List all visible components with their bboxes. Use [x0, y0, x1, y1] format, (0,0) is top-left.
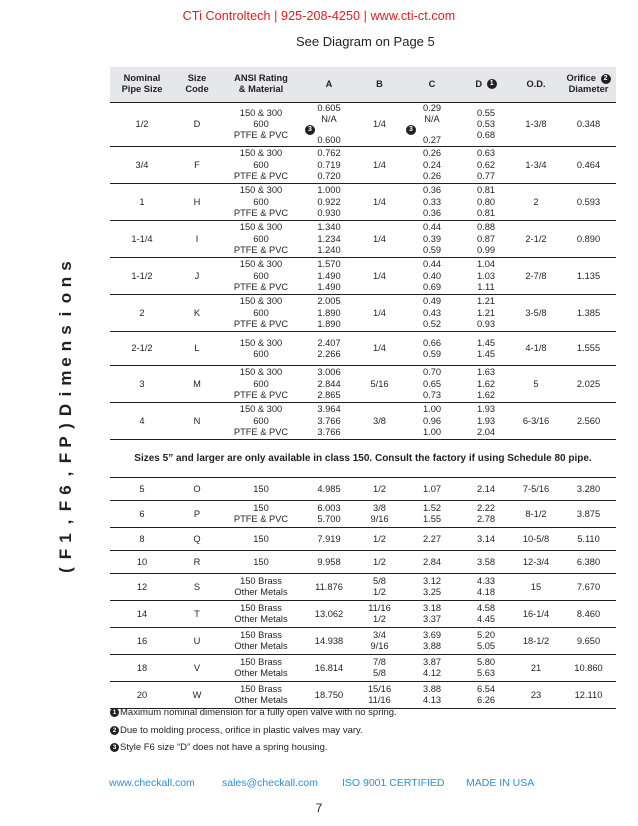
cell-b: 1/4: [356, 332, 403, 366]
cell-nominal: 12: [110, 574, 174, 601]
cell-ansi: 150 & 300 600 PTFE & PVC: [220, 295, 302, 332]
cell-size-code: K: [174, 295, 220, 332]
cell-nominal: 2: [110, 295, 174, 332]
cell-ansi: 150 & 300 600 PTFE & PVC: [220, 403, 302, 440]
cell-ansi: 150 & 300 600 PTFE & PVC: [220, 147, 302, 184]
side-title-char: e: [56, 357, 75, 367]
cell-ansi: 150: [220, 528, 302, 551]
cell-nominal: 8: [110, 528, 174, 551]
cell-orifice: 2.560: [561, 403, 616, 440]
cell-nominal: 2-1/2: [110, 332, 174, 366]
cell-ansi: 150: [220, 478, 302, 501]
cell-d: 1.45 1.45: [461, 332, 511, 366]
cell-size-code: D: [174, 102, 220, 147]
cell-size-code: P: [174, 501, 220, 528]
dimensions-table: [110, 67, 616, 709]
cell-d: 0.63 0.62 0.77: [461, 147, 511, 184]
header-d: D 1: [461, 67, 511, 102]
cell-nominal: 1-1/4: [110, 221, 174, 258]
header-size-code: Size Code: [174, 67, 220, 102]
cell-c: 0.29 N/A 3 0.27: [403, 102, 461, 147]
cell-orifice: 1.385: [561, 295, 616, 332]
cell-c: 0.70 0.65 0.73: [403, 366, 461, 403]
cell-b: 1/4: [356, 258, 403, 295]
cell-od: 12-3/4: [511, 551, 561, 574]
cell-size-code: H: [174, 184, 220, 221]
cell-orifice: 3.875: [561, 501, 616, 528]
cell-d: 5.80 5.63: [461, 655, 511, 682]
footer-website-link[interactable]: www.checkall.com: [109, 777, 195, 789]
cell-nominal: 20: [110, 682, 174, 709]
footnote-1-marker: 1: [487, 79, 497, 89]
cell-a: 1.570 1.490 1.490: [302, 258, 356, 295]
cell-c: 2.27: [403, 528, 461, 551]
side-title-char: s: [56, 325, 75, 335]
cell-size-code: O: [174, 478, 220, 501]
table-row: [110, 601, 616, 628]
cell-b: 1/2: [356, 551, 403, 574]
cell-orifice: 1.135: [561, 258, 616, 295]
cell-d: 0.81 0.80 0.81: [461, 184, 511, 221]
cell-size-code: N: [174, 403, 220, 440]
cell-a: 18.750: [302, 682, 356, 709]
header-c: C: [403, 67, 461, 102]
cell-nominal: 3/4: [110, 147, 174, 184]
cell-b: 1/2: [356, 528, 403, 551]
cell-od: 23: [511, 682, 561, 709]
cell-c: 2.84: [403, 551, 461, 574]
header-ansi-rating: ANSI Rating & Material: [220, 67, 302, 102]
cell-ansi: 150 & 300 600 PTFE & PVC: [220, 221, 302, 258]
cell-ansi: 150 Brass Other Metals: [220, 601, 302, 628]
cell-d: 4.58 4.45: [461, 601, 511, 628]
cell-b: 1/4: [356, 221, 403, 258]
cell-a: 9.958: [302, 551, 356, 574]
cell-a: 2.005 1.890 1.890: [302, 295, 356, 332]
cell-ansi: 150 & 300 600: [220, 332, 302, 366]
cell-nominal: 1-1/2: [110, 258, 174, 295]
cell-d: 1.63 1.62 1.62: [461, 366, 511, 403]
cell-b: 15/16 11/16: [356, 682, 403, 709]
cell-od: 8-1/2: [511, 501, 561, 528]
cell-c: 3.87 4.12: [403, 655, 461, 682]
class-150-notice-row: [110, 440, 616, 478]
table-row: [110, 102, 616, 147]
cell-d: 0.88 0.87 0.99: [461, 221, 511, 258]
cell-d: 1.04 1.03 1.11: [461, 258, 511, 295]
cell-od: 1-3/8: [511, 102, 561, 147]
cell-orifice: 9.650: [561, 628, 616, 655]
cell-nominal: 5: [110, 478, 174, 501]
side-title-char: F: [56, 452, 75, 464]
table-row: [110, 501, 616, 528]
cell-c: 3.69 3.88: [403, 628, 461, 655]
cell-ansi: 150 & 300 600 PTFE & PVC: [220, 184, 302, 221]
footer-iso-certified: ISO 9001 CERTIFIED: [342, 777, 445, 789]
cell-d: 3.58: [461, 551, 511, 574]
cell-b: 3/8 9/16: [356, 501, 403, 528]
side-title-char: m: [56, 370, 75, 386]
cell-a: 6.003 5.700: [302, 501, 356, 528]
contact-header: CTi Controltech | 925-208-4250 | www.cti-ct.com: [182, 9, 456, 23]
footnote-text: Due to molding process, orifice in plastic valves may vary.: [120, 724, 363, 736]
cell-d: 3.14: [461, 528, 511, 551]
cell-size-code: M: [174, 366, 220, 403]
footnote-2: [110, 722, 397, 740]
cell-c: 1.00 0.96 1.00: [403, 403, 461, 440]
cell-a: 0.762 0.719 0.720: [302, 147, 356, 184]
footnote-3-marker: 3: [305, 125, 315, 135]
cell-b: 5/8 1/2: [356, 574, 403, 601]
cell-od: 5: [511, 366, 561, 403]
cell-size-code: V: [174, 655, 220, 682]
cell-a: 13.062: [302, 601, 356, 628]
side-title-char: D: [56, 403, 75, 417]
cell-ansi: 150 & 300 600 PTFE & PVC: [220, 366, 302, 403]
cell-od: 1-3/4: [511, 147, 561, 184]
cell-orifice: 5.110: [561, 528, 616, 551]
cell-nominal: 18: [110, 655, 174, 682]
cell-c: 3.12 3.25: [403, 574, 461, 601]
cell-nominal: 4: [110, 403, 174, 440]
cell-size-code: F: [174, 147, 220, 184]
cell-od: 18-1/2: [511, 628, 561, 655]
cell-b: 3/4 9/16: [356, 628, 403, 655]
cell-od: 4-1/8: [511, 332, 561, 366]
cell-orifice: 0.593: [561, 184, 616, 221]
cell-d: 4.33 4.18: [461, 574, 511, 601]
cell-orifice: 1.555: [561, 332, 616, 366]
table-row: [110, 403, 616, 440]
cell-nominal: 16: [110, 628, 174, 655]
cell-a: 4.985: [302, 478, 356, 501]
cell-ansi: 150 Brass Other Metals: [220, 682, 302, 709]
cell-size-code: R: [174, 551, 220, 574]
cell-b: 1/4: [356, 102, 403, 147]
footnote-3: [110, 739, 397, 757]
footer-email-link[interactable]: sales@checkall.com: [222, 777, 318, 789]
header-orifice-diameter: Orifice 2 Diameter: [561, 67, 616, 102]
cell-ansi: 150 & 300 600 PTFE & PVC: [220, 258, 302, 295]
cell-d: 1.93 1.93 2.04: [461, 403, 511, 440]
cell-od: 2-7/8: [511, 258, 561, 295]
class-150-notice: Sizes 5” and larger are only available in class 150. Consult the factory if using Schedule 80 pipe.: [110, 440, 616, 478]
cell-b: 1/2: [356, 478, 403, 501]
cell-nominal: 6: [110, 501, 174, 528]
header-od: O.D.: [511, 67, 561, 102]
cell-od: 7-5/16: [511, 478, 561, 501]
footnote-text: Style F6 size “D” does not have a spring housing.: [120, 742, 328, 753]
cell-b: 1/4: [356, 295, 403, 332]
cell-orifice: 6.380: [561, 551, 616, 574]
footnote-marker: 1: [110, 708, 119, 717]
footer-made-in-usa: MADE IN USA: [466, 777, 535, 789]
table-row: [110, 295, 616, 332]
cell-ansi: 150: [220, 551, 302, 574]
table-row: [110, 528, 616, 551]
cell-a: 1.340 1.234 1.240: [302, 221, 356, 258]
side-title-char: 6: [56, 485, 75, 495]
cell-c: 1.52 1.55: [403, 501, 461, 528]
side-title: [54, 258, 76, 573]
footnote-marker: 3: [110, 743, 119, 752]
side-title-char: ,: [56, 519, 75, 525]
side-title-char: F: [56, 548, 75, 560]
cell-a: 2.407 2.266: [302, 332, 356, 366]
table-row: [110, 366, 616, 403]
side-title-char: s: [56, 261, 75, 271]
cell-a: 11.876: [302, 574, 356, 601]
footnote-1: [110, 704, 397, 722]
cell-orifice: 0.464: [561, 147, 616, 184]
table-row: [110, 551, 616, 574]
cell-nominal: 3: [110, 366, 174, 403]
cell-size-code: U: [174, 628, 220, 655]
cell-ansi: 150 Brass Other Metals: [220, 655, 302, 682]
footnote-2-marker: 2: [601, 74, 611, 84]
cell-nominal: 1/2: [110, 102, 174, 147]
cell-size-code: Q: [174, 528, 220, 551]
cell-c: 0.49 0.43 0.52: [403, 295, 461, 332]
cell-od: 15: [511, 574, 561, 601]
side-title-char: ,: [56, 471, 75, 477]
cell-d: 6.54 6.26: [461, 682, 511, 709]
cell-b: 11/16 1/2: [356, 601, 403, 628]
side-title-char: i: [56, 311, 75, 317]
cell-od: 21: [511, 655, 561, 682]
cell-b: 7/8 5/8: [356, 655, 403, 682]
cell-c: 0.44 0.40 0.69: [403, 258, 461, 295]
cell-size-code: T: [174, 601, 220, 628]
cell-orifice: 12.110: [561, 682, 616, 709]
cell-size-code: W: [174, 682, 220, 709]
table-row: [110, 258, 616, 295]
cell-c: 3.88 4.13: [403, 682, 461, 709]
footer: [109, 777, 549, 791]
table-header-row: [110, 67, 616, 102]
table-row: [110, 332, 616, 366]
cell-orifice: 2.025: [561, 366, 616, 403]
table-row: [110, 628, 616, 655]
cell-c: 3.18 3.37: [403, 601, 461, 628]
cell-od: 3-5/8: [511, 295, 561, 332]
cell-b: 1/4: [356, 147, 403, 184]
cell-b: 1/4: [356, 184, 403, 221]
cell-c: 1.07: [403, 478, 461, 501]
cell-ansi: 150 & 300 600 PTFE & PVC: [220, 102, 302, 147]
cell-a: 1.000 0.922 0.930: [302, 184, 356, 221]
diagram-note: See Diagram on Page 5: [296, 34, 435, 49]
table-row: [110, 478, 616, 501]
cell-a: 3.964 3.766 3.766: [302, 403, 356, 440]
cell-c: 0.26 0.24 0.26: [403, 147, 461, 184]
side-title-char: (: [56, 567, 75, 573]
cell-a: 7.919: [302, 528, 356, 551]
cell-ansi: 150 Brass Other Metals: [220, 628, 302, 655]
cell-size-code: J: [174, 258, 220, 295]
footnote-marker: 2: [110, 726, 119, 735]
cell-nominal: 14: [110, 601, 174, 628]
footnote-3-marker: 3: [406, 125, 416, 135]
cell-c: 0.66 0.59: [403, 332, 461, 366]
cell-a: 14.938: [302, 628, 356, 655]
cell-a: 16.814: [302, 655, 356, 682]
cell-c: 0.36 0.33 0.36: [403, 184, 461, 221]
cell-d: 5.20 5.05: [461, 628, 511, 655]
table-row: [110, 221, 616, 258]
page-number: 7: [315, 801, 323, 815]
cell-od: 10-5/8: [511, 528, 561, 551]
side-title-char: 1: [56, 533, 75, 543]
cell-nominal: 10: [110, 551, 174, 574]
cell-c: 0.44 0.39 0.59: [403, 221, 461, 258]
cell-size-code: L: [174, 332, 220, 366]
footnote-text: Maximum nominal dimension for a fully open valve with no spring.: [120, 707, 397, 718]
cell-orifice: 10.860: [561, 655, 616, 682]
side-title-char: n: [56, 276, 75, 288]
cell-size-code: S: [174, 574, 220, 601]
cell-d: 0.55 0.53 0.68: [461, 102, 511, 147]
cell-d: 2.14: [461, 478, 511, 501]
cell-a: 0.605 N/A 3 0.600: [302, 102, 356, 147]
table-row: [110, 574, 616, 601]
side-title-char: ): [56, 423, 75, 429]
cell-orifice: 3.280: [561, 478, 616, 501]
cell-orifice: 8.460: [561, 601, 616, 628]
cell-d: 2.22 2.78: [461, 501, 511, 528]
side-title-char: n: [56, 340, 75, 352]
cell-b: 5/16: [356, 366, 403, 403]
table-row: [110, 655, 616, 682]
cell-od: 16-1/4: [511, 601, 561, 628]
side-title-char: o: [56, 292, 75, 304]
cell-a: 3.006 2.844 2.865: [302, 366, 356, 403]
cell-orifice: 0.890: [561, 221, 616, 258]
cell-nominal: 1: [110, 184, 174, 221]
side-title-char: i: [56, 391, 75, 397]
cell-d: 1.21 1.21 0.93: [461, 295, 511, 332]
table-row: [110, 147, 616, 184]
side-title-char: P: [56, 436, 75, 448]
footnotes: [110, 704, 397, 757]
side-title-char: F: [56, 500, 75, 512]
header-b: B: [356, 67, 403, 102]
header-nominal-pipe-size: Nominal Pipe Size: [110, 67, 174, 102]
header-a: A: [302, 67, 356, 102]
cell-b: 3/8: [356, 403, 403, 440]
table-row: [110, 184, 616, 221]
cell-ansi: 150 PTFE & PVC: [220, 501, 302, 528]
cell-orifice: 7.670: [561, 574, 616, 601]
cell-od: 6-3/16: [511, 403, 561, 440]
cell-size-code: I: [174, 221, 220, 258]
cell-ansi: 150 Brass Other Metals: [220, 574, 302, 601]
cell-orifice: 0.348: [561, 102, 616, 147]
cell-od: 2: [511, 184, 561, 221]
cell-od: 2-1/2: [511, 221, 561, 258]
